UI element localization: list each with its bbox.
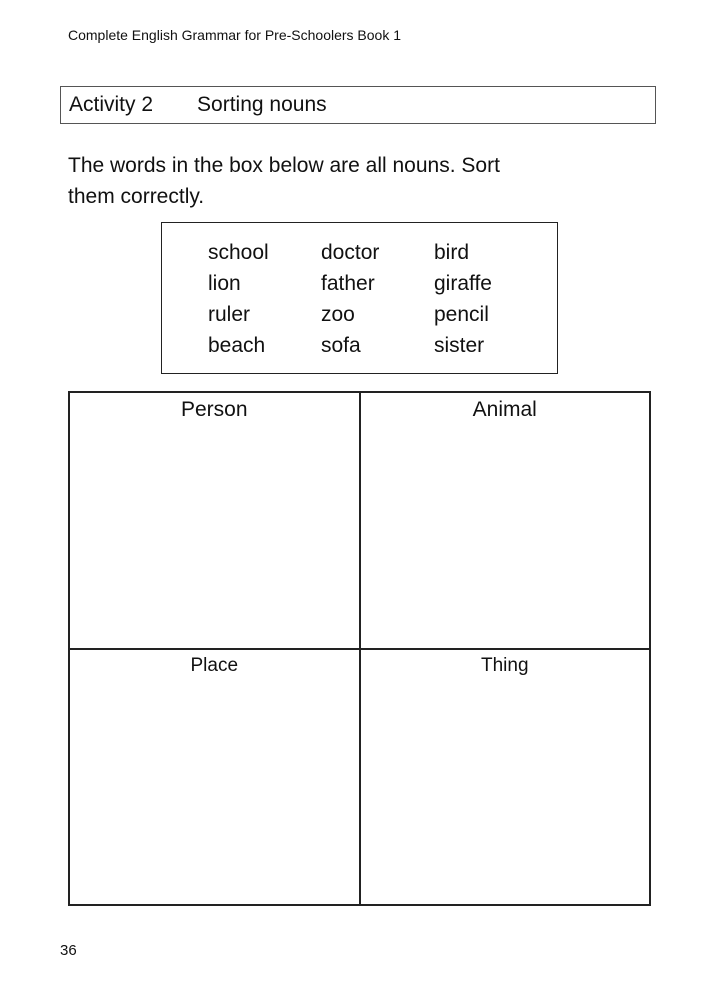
noun-word: sofa (321, 334, 361, 357)
noun-word: giraffe (434, 272, 492, 295)
noun-word: pencil (434, 303, 489, 326)
activity-number: Activity 2 (69, 93, 154, 116)
noun-word: lion (208, 272, 241, 295)
word-box (161, 222, 558, 374)
category-place: Place (69, 649, 360, 906)
noun-word: doctor (321, 241, 380, 264)
noun-word: bird (434, 241, 470, 264)
noun-word: father (321, 272, 375, 295)
activity-title: Sorting nouns (197, 93, 327, 116)
category-thing: Thing (360, 649, 651, 906)
category-person: Person (69, 392, 360, 649)
category-animal: Animal (360, 392, 651, 649)
activity-title-box (60, 86, 656, 124)
page-number: 36 (60, 942, 77, 959)
noun-word: sister (434, 334, 485, 357)
noun-word: beach (208, 334, 266, 357)
noun-word: school (208, 241, 269, 264)
noun-word: ruler (208, 303, 251, 326)
instructions: The words in the box below are all nouns. Sort them correctly. (68, 154, 500, 208)
noun-word: zoo (321, 303, 355, 326)
sorting-table (68, 391, 651, 906)
book-header: Complete English Grammar for Pre-Schoolers Book 1 (68, 27, 402, 43)
